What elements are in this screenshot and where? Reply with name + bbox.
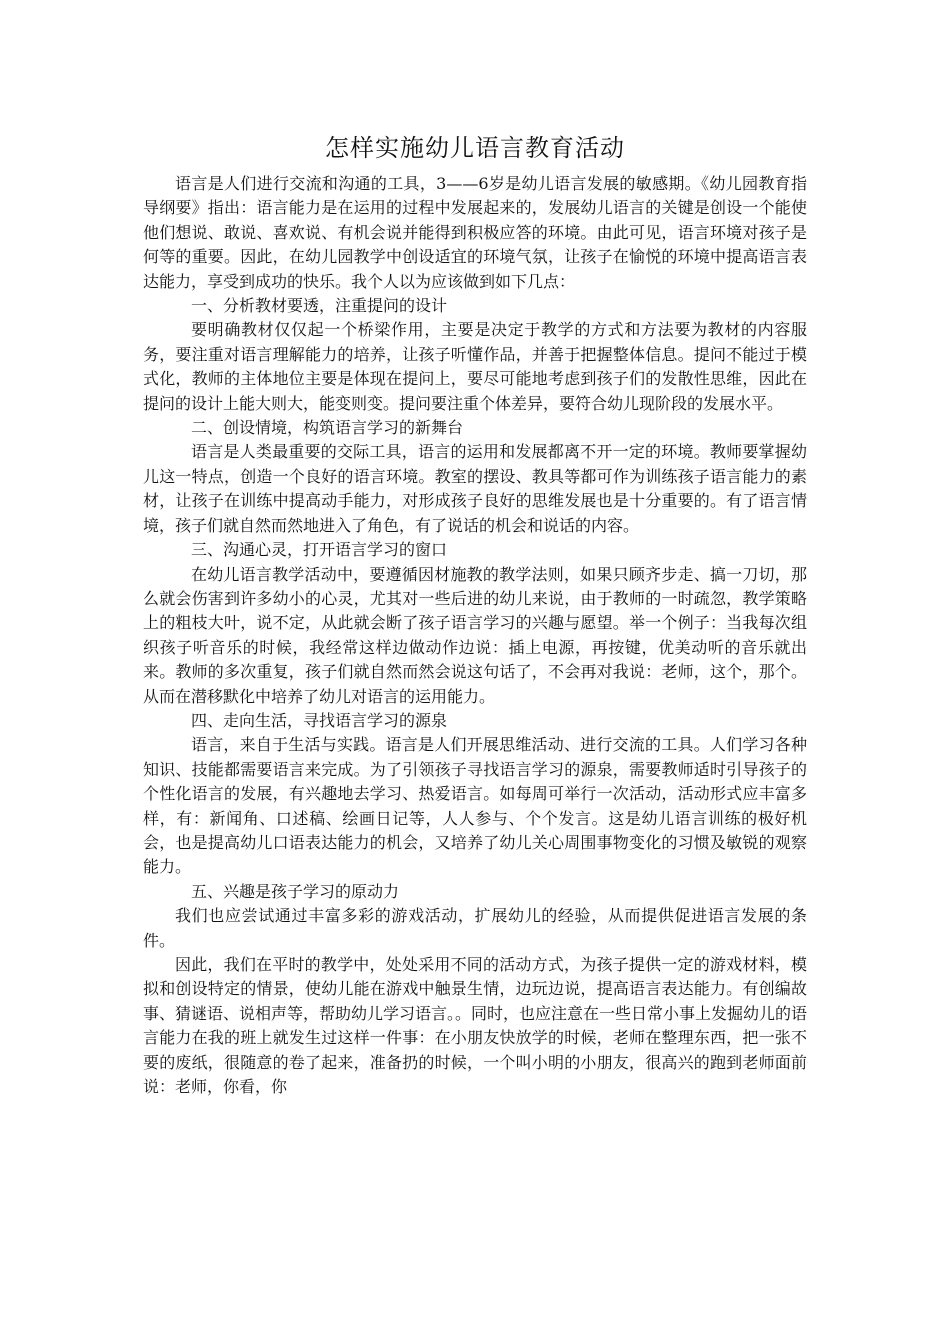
section-body-2: 语言是人类最重要的交际工具，语言的运用和发展都离不开一定的环境。教师要掌握幼儿这一特点，创造一个良好的语言环境。教室的摆设、教具等都可作为训练孩子语言能力的素材，让孩子在训练中提高动手能力，对形成孩子良好的思维发展也是十分重要的。有了语言情境，孩子们就自然而然地进入了角色，有了说话的机会和说话的内容。 xyxy=(143,442,807,535)
document-title: 怎样实施幼儿语言教育活动 xyxy=(325,134,625,162)
section-heading-3: 三、沟通心灵，打开语言学习的窗口 xyxy=(191,540,448,560)
section-body-4: 语言，来自于生活与实践。语言是人们开展思维活动、进行交流的工具。人们学习各种知识、技能都需要语言来完成。为了引领孩子寻找语言学习的源泉，需要教师适时引导孩子的个性化语言的发展，有兴趣地去学习、热爱语言。如每周可举行一次活动，活动形式应丰富多样，有：新闻角、口述稿、绘画日记等，人人参与、个个发言。这是幼儿语言训练的极好机会，也是提高幼儿口语表达能力的机会，又培养了幼儿关心周围事物变化的习惯及敏锐的观察能力。 xyxy=(143,735,807,877)
intro-paragraph: 语言是人们进行交流和沟通的工具，3——6岁是幼儿语言发展的敏感期。《幼儿园教育指导纲要》指出：语言能力是在运用的过程中发展起来的，发展幼儿语言的关键是创设一个能使他们想说、敢说、喜欢说、有机会说并能得到积极应答的环境。由此可见，语言环境对孩子是何等的重要。因此，在幼儿园教学中创设适宜的环境气氛，让孩子在愉悦的环境中提高语言表达能力，享受到成功的快乐。我个人以为应该做到如下几点： xyxy=(143,174,807,291)
section-heading-2: 二、创设情境，构筑语言学习的新舞台 xyxy=(191,418,464,438)
section-heading-1: 一、分析教材要透，注重提问的设计 xyxy=(191,296,448,316)
section-heading-4: 四、走向生活，寻找语言学习的源泉 xyxy=(191,710,448,730)
document-page xyxy=(143,128,807,1099)
section-heading-5: 五、兴趣是孩子学习的原动力 xyxy=(191,881,400,901)
section-body-3: 在幼儿语言教学活动中，要遵循因材施教的教学法则，如果只顾齐步走、搞一刀切，那么就会伤害到许多幼小的心灵，尤其对一些后进的幼儿来说，由于教师的一时疏忽，教学策略上的粗枝大叶，说不定，从此就会断了孩子语言学习的兴趣与愿望。举一个例子：当我每次组织孩子听音乐的时候，我经常这样边做动作边说：插上电源，再按键，优美动听的音乐就出来。教师的多次重复，孩子们就自然而然会说这句话了，不会再对我说：老师，这个，那个。从而在潜移默化中培养了幼儿对语言的运用能力。 xyxy=(143,564,807,706)
section-body-5: 我们也应尝试通过丰富多彩的游戏活动，扩展幼儿的经验，从而提供促进语言发展的条件。 xyxy=(143,906,807,950)
closing-paragraph: 因此，我们在平时的教学中，处处采用不同的活动方式，为孩子提供一定的游戏材料，模拟和创设特定的情景，使幼儿能在游戏中触景生情，边玩边说，提高语言表达能力。有创编故事、猜谜语、说相声等，帮助幼儿学习语言。。同时，也应注意在一些日常小事上发掘幼儿的语言能力在我的班上就发生过这样一件事：在小朋友快放学的时候，老师在整理东西，把一张不要的废纸，很随意的卷了起来，准备扔的时候，一个叫小明的小朋友，很高兴的跑到老师面前说：老师，你看，你 xyxy=(143,955,808,1097)
section-body-1: 要明确教材仅仅起一个桥梁作用，主要是决定于教学的方式和方法要为教材的内容服务，要注重对语言理解能力的培养，让孩子听懂作品，并善于把握整体信息。提问不能过于模式化，教师的主体地位主要是体现在提问上，要尽可能地考虑到孩子们的发散性思维，因此在提问的设计上能大则大，能变则变。提问要注重个体差异，要符合幼儿现阶段的发展水平。 xyxy=(143,320,807,413)
